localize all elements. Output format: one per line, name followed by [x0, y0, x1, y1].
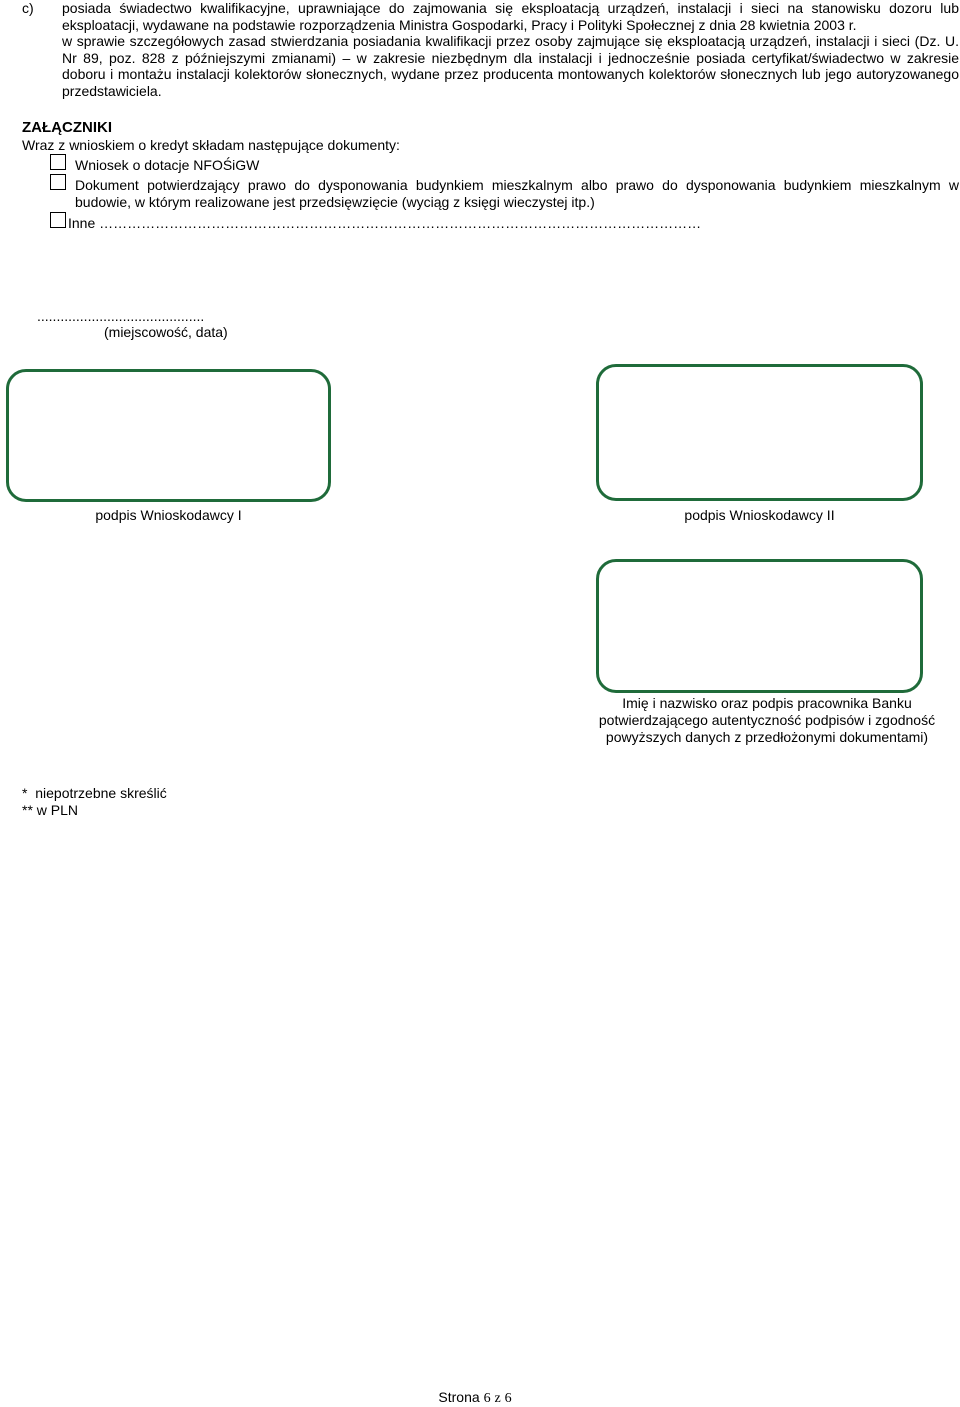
footer-page-total: 6 [504, 1391, 512, 1406]
signature-label-applicant-2: podpis Wnioskodawcy II [684, 507, 835, 523]
attachment-checkbox-3[interactable] [50, 212, 66, 228]
page-footer [0, 1389, 950, 1407]
place-date-dots: ........................................... [37, 308, 205, 324]
attachment-checkbox-1[interactable] [50, 154, 66, 170]
intro-paragraph-2: w sprawie szczegółowych zasad stwierdzania posiadania kwalifikacji przez osoby zajmujące się eksploatacją urządzeń, instalacji i sieci (Dz. U. Nr 89, poz. 828 z późniejszymi zmianami) – w zakresie niezbędnym dla instalacji i jednocześnie posiada certyfikat/świadectwo w zakresie doboru i montażu instalacji kolektorów słonecznych, wydane przez producenta montowanych kolektorów słonecznych lub jego autoryzowanego przedstawiciela. [62, 33, 959, 99]
footer-page-number: 6 [483, 1391, 491, 1406]
attachment-label-1: Wniosek o dotacje NFOŚiGW [75, 157, 260, 173]
attachment-label-2: Dokument potwierdzający prawo do dysponowania budynkiem mieszkalnym albo prawo do dysponowania budynkiem mieszkalnym w budowie, w którym realizowane jest przedsięwzięcie (wyciąg z księgi wieczystej itp.) [75, 177, 959, 210]
footer-prefix: Strona [438, 1389, 480, 1405]
footnote-2: ** w PLN [22, 802, 79, 818]
bank-label-line-3: powyższych danych z przedłożonymi dokumentami) [605, 729, 929, 745]
footer-separator: z [494, 1391, 501, 1406]
attachments-title: ZAŁĄCZNIKI [22, 119, 112, 136]
bank-label-line-2: potwierdzającego autentyczność podpisów i zgodność [598, 712, 936, 728]
list-marker: c) [22, 0, 34, 16]
place-date-label: (miejscowość, data) [104, 324, 228, 340]
intro-text [62, 0, 959, 99]
footnote-1: * niepotrzebne skreślić [22, 785, 167, 801]
signature-box-applicant-1[interactable] [6, 369, 331, 502]
attachments-intro: Wraz z wnioskiem o kredyt składam następujące dokumenty: [22, 137, 400, 153]
signature-box-applicant-2[interactable] [596, 364, 923, 501]
bank-label-line-1: Imię i nazwisko oraz podpis pracownika Banku [622, 695, 912, 711]
intro-paragraph-1: posiada świadectwo kwalifikacyjne, uprawniające do zajmowania się eksploatacją urządzeń, instalacji i sieci na stanowisku dozoru lub eksploatacji, wydawane na podstawie rozporządzenia Ministra Gospodarki, Pracy i Polityki Społecznej z dnia 28 kwietnia 2003 r. [62, 0, 959, 33]
signature-label-applicant-1: podpis Wnioskodawcy I [95, 507, 242, 523]
signature-box-bank[interactable] [596, 559, 923, 693]
attachment-label-3: Inne ………………………………………………………………………………………………………………… [68, 215, 702, 231]
signature-label-bank [572, 695, 960, 746]
attachment-checkbox-2[interactable] [50, 174, 66, 190]
